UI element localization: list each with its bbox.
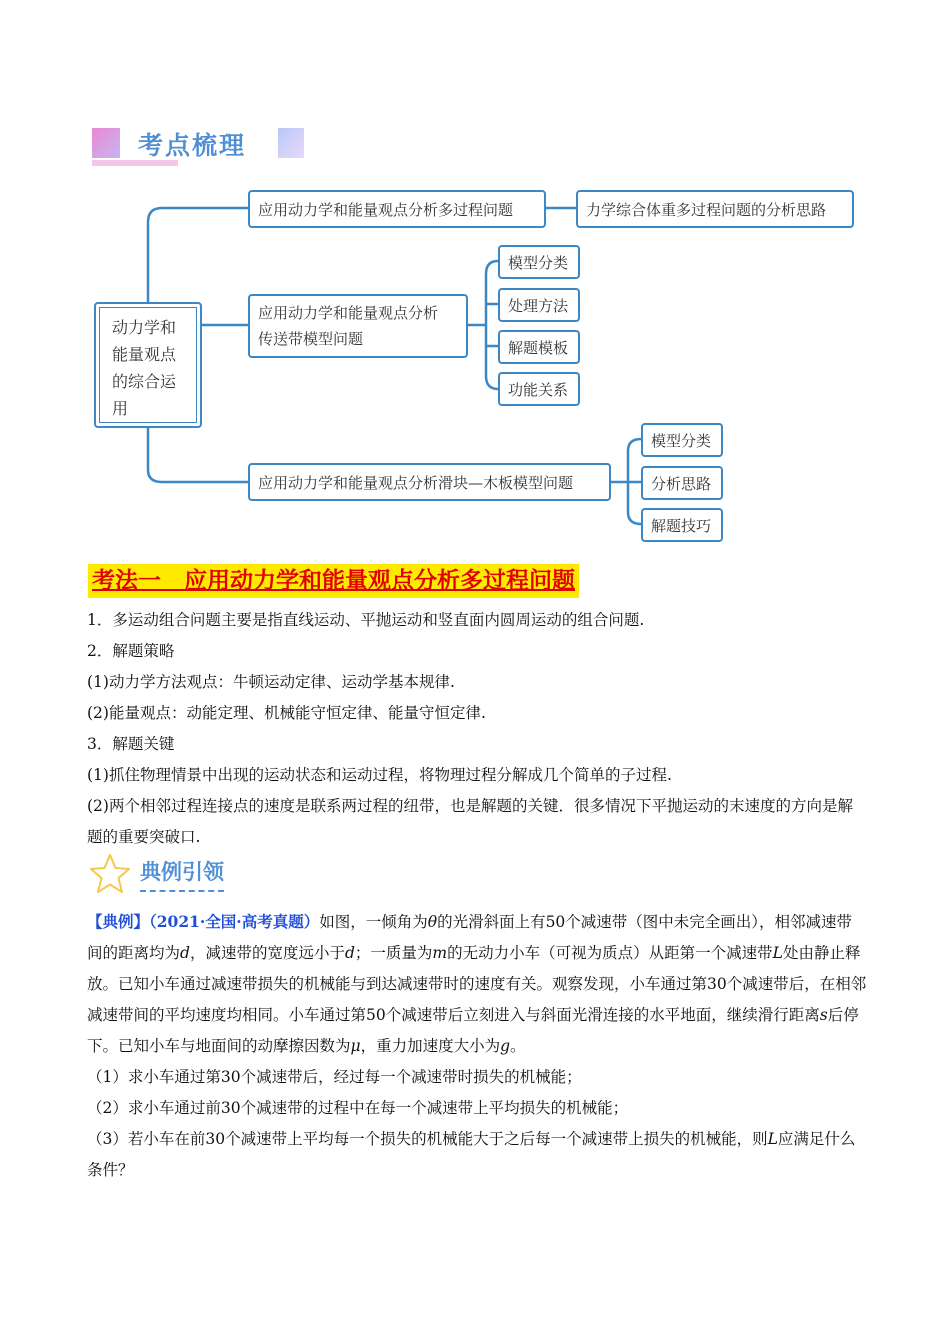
example-problem	[87, 906, 867, 1186]
mindmap-child-work-energy	[498, 372, 580, 406]
section-line-6: (1)抓住物理情景中出现的运动状态和运动过程，将物理过程分解成几个简单的子过程.	[87, 766, 672, 784]
mind-map	[0, 0, 950, 560]
mindmap-child-analysis-approach	[576, 190, 854, 228]
section-title: 考法一 应用动力学和能量观点分析多过程问题	[88, 564, 579, 598]
symbol-theta: θ	[427, 913, 438, 931]
mindmap-branch-label: 应用动力学和能量观点分析滑块—木板模型问题	[258, 473, 574, 492]
example-text: ，减速带的宽度远小于	[189, 944, 345, 962]
example-heading	[88, 850, 288, 898]
symbol-m: m	[432, 944, 448, 962]
example-text: 后停下。已知小车与地面间的动摩擦因数为	[87, 1006, 859, 1055]
mindmap-child-label: 模型分类	[651, 431, 712, 450]
mindmap-branch-label: 应用动力学和能量观点分析多过程问题	[258, 200, 514, 219]
mindmap-child-label: 处理方法	[508, 296, 569, 315]
mindmap-child-label: 力学综合体重多过程问题的分析思路	[586, 200, 827, 219]
example-question-3	[87, 1124, 867, 1186]
example-text: 如图，一倾角为	[319, 913, 428, 931]
mindmap-child-processing-method	[498, 288, 580, 322]
example-question-1: （1）求小车通过第30个减速带后，经过每一个减速带时损失的机械能；	[87, 1068, 582, 1086]
connector-root-branch1	[148, 208, 248, 302]
mindmap-child-label: 分析思路	[651, 474, 712, 493]
example-question-2: （2）求小车通过前30个减速带的过程中在每一个减速带上平均损失的机械能；	[87, 1099, 629, 1117]
mindmap-child-label: 解题模板	[508, 338, 569, 357]
symbol-mu: μ	[350, 1037, 361, 1055]
example-heading-label: 典例引领	[140, 856, 224, 892]
section-body	[87, 605, 867, 853]
mindmap-branch-label-line1: 应用动力学和能量观点分析	[258, 304, 439, 322]
mindmap-child-label: 模型分类	[508, 253, 569, 272]
mindmap-branch-conveyor	[248, 294, 468, 358]
section-line-1: 1．多运动组合问题主要是指直线运动、平抛运动和竖直面内圆周运动的组合问题.	[87, 611, 645, 629]
example-source: （2021·全国·高考真题）	[149, 912, 320, 931]
example-text: 的光滑斜面上有50个减速带（图中未完全画出），相邻减速带间的距离均为	[87, 913, 853, 962]
star-icon	[88, 852, 132, 896]
symbol-L: L	[772, 944, 783, 962]
mindmap-branch-multi-process	[248, 190, 546, 228]
example-text: （3）若小车在前30个减速带上平均每一个损失的机械能大于之后每一个减速带上损失的机械能，则	[87, 1130, 768, 1148]
section-line-4: (2)能量观点：动能定理、机械能守恒定律、能量守恒定律.	[87, 704, 486, 722]
mindmap-child-analysis-idea	[641, 466, 723, 500]
example-text: 。	[510, 1037, 526, 1055]
example-text: 的无动力小车（可视为质点）从距第一个减速带	[447, 944, 773, 962]
example-paragraph	[87, 906, 867, 1062]
mindmap-branch-label-line2: 传送带模型问题	[258, 330, 364, 348]
mindmap-root-label: 动力学和能量观点的综合运用	[99, 307, 197, 423]
symbol-L: L	[767, 1130, 778, 1148]
connector-root-branch3	[148, 426, 248, 482]
section-line-2: 2．解题策略	[87, 642, 175, 660]
mindmap-child-model-classification	[498, 245, 580, 279]
banner-title: 考点梳理	[138, 131, 247, 160]
symbol-d: d	[344, 944, 355, 962]
section-line-7: (2)两个相邻过程连接点的速度是联系两过程的纽带，也是解题的关键．很多情况下平抛运动的末速度的方向是解题的重要突破口.	[87, 797, 853, 846]
mindmap-child-label: 解题技巧	[651, 516, 712, 535]
example-text: ，重力加速度大小为	[360, 1037, 501, 1055]
symbol-s: s	[819, 1006, 828, 1024]
example-text: 处由静止释放。已知小车通过减速带损失的机械能与到达减速带时的速度有关。观察发现，小车通过第30个减速带后，在相邻减速带间的平均速度均相同。小车通过第50个减速带后立刻进入与斜面光滑连接的水平地面，继续滑行距离	[87, 944, 867, 1024]
symbol-d: d	[180, 944, 190, 962]
example-text: 应满足什么条件？	[87, 1130, 856, 1179]
section-line-3: (1)动力学方法观点：牛顿运动定律、运动学基本规律.	[87, 673, 455, 691]
mindmap-root-node	[94, 302, 202, 428]
section-line-5: 3．解题关键	[87, 735, 175, 753]
example-tag: 【典例】	[87, 912, 150, 931]
example-text: ；一质量为	[354, 944, 433, 962]
mindmap-child-solving-tips	[641, 508, 723, 542]
mindmap-child-model-classification	[641, 423, 723, 457]
mindmap-child-label: 功能关系	[508, 380, 569, 399]
mindmap-branch-block-board	[248, 463, 611, 501]
symbol-g: g	[500, 1037, 511, 1055]
mindmap-child-solution-template	[498, 330, 580, 364]
